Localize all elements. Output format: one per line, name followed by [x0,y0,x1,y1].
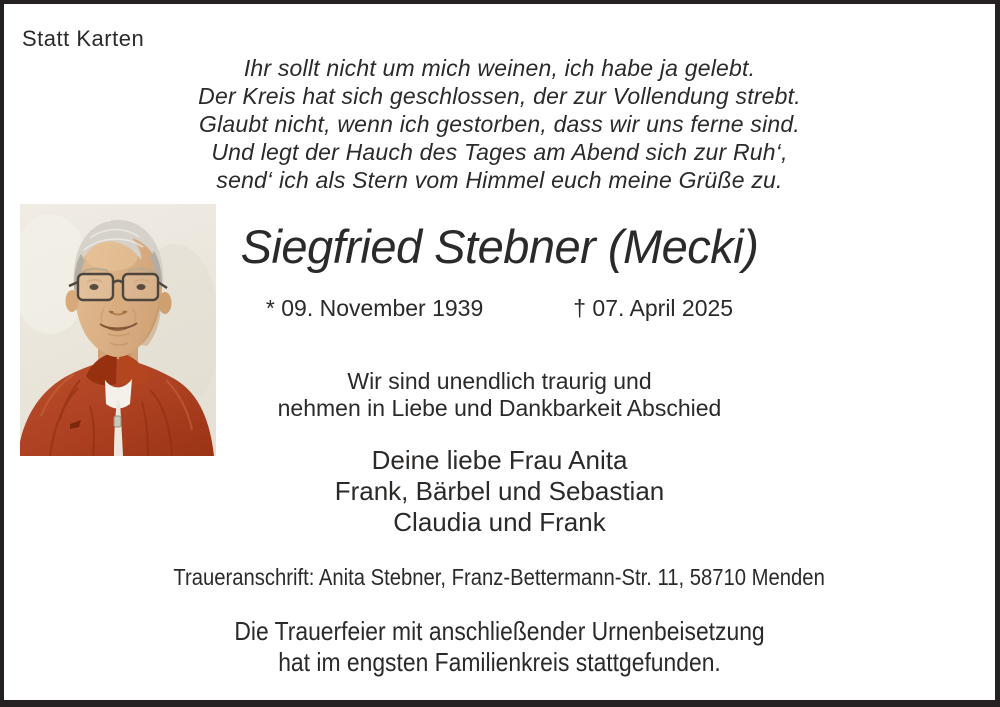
memorial-poem [4,54,995,194]
mourning-address-text: Traueranschrift: Anita Stebner, Franz-Bettermann-Str. 11, 58710 Menden [173,564,826,590]
poem-line: Der Kreis hat sich geschlossen, der zur Vollendung strebt. [198,83,801,109]
life-dates [4,295,995,322]
poem-line: send‘ ich als Stern vom Himmel euch meine Grüße zu. [216,167,783,193]
poem-line: Ihr sollt nicht um mich weinen, ich habe ja gelebt. [243,55,756,81]
mourning-line: Wir sind unendlich traurig und [347,368,652,394]
funeral-line: hat im engsten Familienkreis stattgefunden. [278,647,721,677]
poem-line: Glaubt nicht, wenn ich gestorben, dass wir uns ferne sind. [199,111,800,137]
mourning-address [4,564,995,591]
family-line: Deine liebe Frau Anita [371,445,628,475]
poem-line: Und legt der Hauch des Tages am Abend sich zur Ruh‘, [211,139,788,165]
funeral-line: Die Trauerfeier mit anschließender Urnenbeisetzung [234,616,765,646]
family-line: Frank, Bärbel und Sebastian [334,476,665,506]
mourning-line: nehmen in Liebe und Dankbarkeit Abschied [277,395,722,421]
deceased-name: Siegfried Stebner (Mecki) [240,220,759,273]
family-line: Claudia und Frank [393,507,606,537]
funeral-info [4,616,995,678]
birth-date: * 09. November 1939 [265,295,484,321]
family-names [4,445,995,538]
mourning-statement [4,368,995,422]
death-date: † 07. April 2025 [573,295,734,321]
statt-karten-label: Statt Karten [22,26,145,51]
